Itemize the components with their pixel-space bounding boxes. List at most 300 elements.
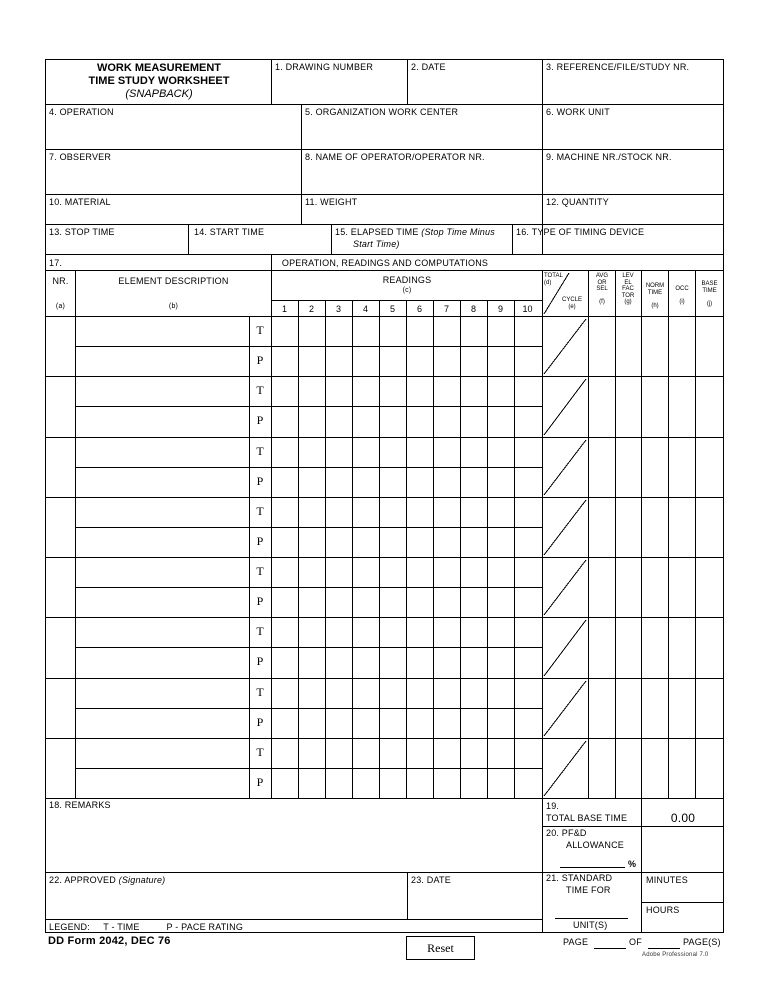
reading-cell[interactable] (327, 322, 350, 340)
reading-cell[interactable] (327, 473, 350, 491)
computed-cell[interactable] (670, 517, 693, 535)
reading-cell[interactable] (273, 503, 296, 521)
drawing-number-label: 1. DRAWING NUMBER (275, 62, 374, 72)
reading-cell[interactable] (300, 714, 323, 732)
reading-cell[interactable] (462, 653, 485, 671)
computed-cell[interactable] (670, 457, 693, 475)
of-label: OF (629, 937, 642, 947)
reading-cell[interactable] (408, 443, 431, 461)
reading-cell[interactable] (435, 503, 458, 521)
reading-cell[interactable] (300, 533, 323, 551)
reading-cell[interactable] (327, 593, 350, 611)
reading-cell[interactable] (489, 744, 512, 762)
reading-cell[interactable] (381, 382, 404, 400)
reading-cell[interactable] (462, 623, 485, 641)
reading-cell[interactable] (327, 684, 350, 702)
reading-cell[interactable] (462, 593, 485, 611)
element-description-field[interactable] (78, 533, 246, 551)
reading-col-6: 6 (416, 304, 422, 314)
computed-cell[interactable] (697, 637, 722, 655)
start-time-label: 14. START TIME (194, 227, 265, 237)
reading-cell[interactable] (516, 684, 539, 702)
computed-cell[interactable] (697, 698, 722, 716)
reading-cell[interactable] (300, 623, 323, 641)
reading-cell[interactable] (354, 382, 377, 400)
computed-cell[interactable] (617, 396, 639, 414)
reading-cell[interactable] (435, 382, 458, 400)
reading-cell[interactable] (381, 352, 404, 370)
reading-cell[interactable] (354, 503, 377, 521)
reading-cell[interactable] (408, 563, 431, 581)
computed-cell[interactable] (643, 457, 666, 475)
hours-label: HOURS (646, 905, 680, 915)
element-nr-field[interactable] (47, 336, 73, 354)
standard-time-label-2: TIME FOR (566, 885, 611, 895)
reading-cell[interactable] (327, 443, 350, 461)
reading-cell[interactable] (489, 503, 512, 521)
element-description-field[interactable] (78, 322, 246, 340)
reading-cell[interactable] (381, 744, 404, 762)
reading-cell[interactable] (381, 443, 404, 461)
date-label: 2. DATE (411, 62, 446, 72)
reading-cell[interactable] (462, 473, 485, 491)
computed-cell[interactable] (617, 698, 639, 716)
reading-cell[interactable] (381, 563, 404, 581)
reading-cell[interactable] (516, 533, 539, 551)
reading-cell[interactable] (489, 322, 512, 340)
row-marker-t: T (256, 624, 264, 639)
form-title-line3: (SNAPBACK) (125, 88, 193, 100)
reading-cell[interactable] (300, 684, 323, 702)
reading-cell[interactable] (462, 714, 485, 732)
section-17-number: 17. (49, 258, 63, 268)
reading-cell[interactable] (516, 443, 539, 461)
reading-cell[interactable] (408, 533, 431, 551)
reading-cell[interactable] (381, 623, 404, 641)
reading-cell[interactable] (354, 322, 377, 340)
reading-cell[interactable] (408, 714, 431, 732)
reading-cell[interactable] (516, 412, 539, 430)
row-marker-p: P (256, 594, 264, 609)
unit-label: UNIT(S) (573, 920, 608, 930)
reading-cell[interactable] (489, 774, 512, 792)
reading-cell[interactable] (300, 744, 323, 762)
row-marker-p: P (256, 353, 264, 368)
element-description-field[interactable] (78, 684, 246, 702)
reading-cell[interactable] (489, 473, 512, 491)
reading-cell[interactable] (435, 412, 458, 430)
reading-cell[interactable] (354, 593, 377, 611)
reading-cell[interactable] (327, 563, 350, 581)
standard-time-unit-field[interactable] (555, 904, 627, 918)
reading-cell[interactable] (435, 653, 458, 671)
computed-cell[interactable] (590, 517, 613, 535)
reading-cell[interactable] (354, 684, 377, 702)
computed-cell[interactable] (617, 758, 639, 776)
col-nr-sub: (a) (55, 303, 66, 310)
reading-cell[interactable] (300, 774, 323, 792)
reading-cell[interactable] (300, 322, 323, 340)
cycle-diagonal (544, 440, 586, 495)
reading-cell[interactable] (327, 412, 350, 430)
reading-cell[interactable] (408, 352, 431, 370)
reading-cell[interactable] (273, 533, 296, 551)
row-marker-t: T (256, 564, 264, 578)
reading-cell[interactable] (516, 563, 539, 581)
pfd-allowance-field[interactable] (560, 854, 624, 867)
reading-cell[interactable] (327, 744, 350, 762)
reading-cell[interactable] (327, 503, 350, 521)
computed-cell[interactable] (590, 758, 613, 776)
reading-cell[interactable] (516, 593, 539, 611)
row-marker-t: T (256, 684, 264, 699)
cycle-diagonal (544, 500, 586, 555)
reading-cell[interactable] (273, 744, 296, 762)
reading-cell[interactable] (408, 412, 431, 430)
computed-cell[interactable] (590, 698, 613, 716)
reading-cell[interactable] (462, 533, 485, 551)
element-nr-field[interactable] (47, 457, 73, 475)
row-marker-t: T (256, 323, 264, 337)
reading-cell[interactable] (435, 473, 458, 491)
reading-cell[interactable] (300, 593, 323, 611)
reading-col-4: 4 (362, 304, 368, 314)
reading-cell[interactable] (300, 473, 323, 491)
reading-cell[interactable] (489, 382, 512, 400)
computed-cell[interactable] (643, 336, 666, 354)
reading-cell[interactable] (408, 593, 431, 611)
reading-cell[interactable] (327, 714, 350, 732)
reading-cell[interactable] (273, 774, 296, 792)
reading-col-3: 3 (335, 304, 341, 314)
reading-cell[interactable] (273, 352, 296, 370)
reading-col-9: 9 (497, 304, 503, 314)
reading-cell[interactable] (435, 443, 458, 461)
col-desc-sub: (b) (168, 303, 179, 310)
reading-cell[interactable] (381, 653, 404, 671)
computed-cell[interactable] (670, 396, 693, 414)
element-description-field[interactable] (78, 593, 246, 611)
reading-cell[interactable] (489, 533, 512, 551)
reading-cell[interactable] (462, 503, 485, 521)
computed-cell[interactable] (697, 758, 722, 776)
reading-cell[interactable] (381, 593, 404, 611)
machine-nr-label: 9. MACHINE NR./STOCK NR. (546, 152, 672, 162)
reading-cell[interactable] (273, 322, 296, 340)
pfd-percent-sign: % (628, 859, 637, 869)
element-description-field[interactable] (78, 352, 246, 370)
producer-note: Adobe Professional 7.0 (642, 952, 709, 958)
reading-cell[interactable] (354, 352, 377, 370)
computed-cell[interactable] (590, 336, 613, 354)
reading-cell[interactable] (273, 382, 296, 400)
reading-cell[interactable] (354, 533, 377, 551)
reading-cell[interactable] (300, 563, 323, 581)
reading-cell[interactable] (435, 533, 458, 551)
col-avg-header: AVG OR SEL (f) (595, 273, 609, 305)
total-base-time-value: 0.00 (670, 811, 696, 825)
computed-cell[interactable] (643, 637, 666, 655)
row-marker-t: T (256, 503, 264, 518)
computed-cell[interactable] (643, 517, 666, 535)
approval-date-field[interactable] (412, 890, 539, 908)
cycle-diagonal (544, 379, 586, 435)
minutes-field[interactable] (646, 887, 721, 901)
computed-cell[interactable] (643, 698, 666, 716)
page-number-field[interactable] (594, 936, 626, 948)
computed-cell[interactable] (697, 336, 722, 354)
reading-cell[interactable] (408, 744, 431, 762)
reading-cell[interactable] (435, 774, 458, 792)
form-title-line2: TIME STUDY WORKSHEET (88, 75, 230, 87)
element-description-field[interactable] (78, 774, 246, 792)
reading-cell[interactable] (300, 352, 323, 370)
reading-cell[interactable] (354, 473, 377, 491)
reading-cell[interactable] (381, 533, 404, 551)
element-nr-field[interactable] (47, 577, 73, 595)
computed-cell[interactable] (617, 336, 639, 354)
reading-cell[interactable] (300, 653, 323, 671)
element-description-field[interactable] (78, 443, 246, 461)
element-nr-field[interactable] (47, 698, 73, 716)
reading-cell[interactable] (273, 412, 296, 430)
reading-cell[interactable] (516, 322, 539, 340)
total-cycle-divider (544, 273, 569, 314)
element-description-field[interactable] (78, 623, 246, 641)
legend: LEGEND: T - TIME P - PACE RATING (49, 922, 244, 932)
col-level-header: LEV EL FAC TOR (g) (621, 273, 635, 305)
reading-cell[interactable] (489, 593, 512, 611)
computed-cell[interactable] (617, 637, 639, 655)
reading-cell[interactable] (381, 412, 404, 430)
reading-cell[interactable] (489, 412, 512, 430)
reading-cell[interactable] (354, 443, 377, 461)
computed-cell[interactable] (670, 577, 693, 595)
reading-cell[interactable] (435, 714, 458, 732)
reading-cell[interactable] (462, 382, 485, 400)
reading-cell[interactable] (408, 774, 431, 792)
reading-cell[interactable] (462, 744, 485, 762)
reading-cell[interactable] (516, 503, 539, 521)
reading-cell[interactable] (354, 714, 377, 732)
cycle-diagonal (544, 319, 586, 374)
form-id: DD Form 2042, DEC 76 (48, 935, 171, 947)
reading-cell[interactable] (462, 322, 485, 340)
col-base-header: BASE TIME (j) (701, 281, 718, 307)
reading-cell[interactable] (273, 563, 296, 581)
reading-cell[interactable] (435, 623, 458, 641)
reading-cell[interactable] (354, 623, 377, 641)
stop-time-label: 13. STOP TIME (49, 227, 115, 237)
minutes-label: MINUTES (646, 875, 688, 885)
computed-cell[interactable] (697, 457, 722, 475)
reading-cell[interactable] (327, 623, 350, 641)
reading-cell[interactable] (435, 352, 458, 370)
reading-cell[interactable] (516, 623, 539, 641)
approved-label: 22. APPROVED (Signature) (49, 875, 166, 885)
element-nr-field[interactable] (47, 517, 73, 535)
reading-cell[interactable] (273, 653, 296, 671)
computed-cell[interactable] (643, 577, 666, 595)
weight-label: 11. WEIGHT (305, 197, 358, 207)
reading-cell[interactable] (516, 473, 539, 491)
computed-cell[interactable] (590, 577, 613, 595)
operation-label: 4. OPERATION (49, 107, 114, 117)
element-description-field[interactable] (78, 503, 246, 521)
element-description-field[interactable] (78, 473, 246, 491)
row-marker-p: P (256, 533, 264, 548)
reading-cell[interactable] (489, 684, 512, 702)
computed-cell[interactable] (670, 336, 693, 354)
row-marker-p: P (256, 654, 264, 669)
reading-cell[interactable] (327, 653, 350, 671)
reading-cell[interactable] (489, 443, 512, 461)
reading-cell[interactable] (273, 443, 296, 461)
reading-cell[interactable] (327, 382, 350, 400)
computed-cell[interactable] (697, 517, 722, 535)
reading-cell[interactable] (273, 473, 296, 491)
reading-cell[interactable] (516, 352, 539, 370)
reading-cell[interactable] (300, 503, 323, 521)
reading-cell[interactable] (408, 382, 431, 400)
reading-cell[interactable] (435, 322, 458, 340)
reading-cell[interactable] (354, 653, 377, 671)
element-description-field[interactable] (78, 744, 246, 762)
computed-cell[interactable] (617, 517, 639, 535)
reading-cell[interactable] (300, 412, 323, 430)
reading-cell[interactable] (435, 744, 458, 762)
reading-cell[interactable] (354, 412, 377, 430)
computed-cell[interactable] (590, 637, 613, 655)
element-description-field[interactable] (78, 382, 246, 400)
computed-cell[interactable] (590, 457, 613, 475)
reading-cell[interactable] (381, 503, 404, 521)
reading-cell[interactable] (435, 593, 458, 611)
element-nr-field[interactable] (47, 396, 73, 414)
reading-cell[interactable] (381, 714, 404, 732)
page-total-field[interactable] (648, 936, 680, 948)
reading-cell[interactable] (300, 382, 323, 400)
approval-date-label: 23. DATE (411, 875, 451, 885)
reading-cell[interactable] (516, 653, 539, 671)
element-description-field[interactable] (78, 412, 246, 430)
reading-cell[interactable] (354, 744, 377, 762)
col-total-header: TOTAL (d) (544, 273, 563, 286)
reading-cell[interactable] (435, 684, 458, 702)
reading-cell[interactable] (435, 563, 458, 581)
reading-col-5: 5 (389, 304, 395, 314)
computed-cell[interactable] (697, 577, 722, 595)
element-nr-field[interactable] (47, 637, 73, 655)
element-nr-field[interactable] (47, 758, 73, 776)
computed-cell[interactable] (590, 396, 613, 414)
reading-cell[interactable] (354, 774, 377, 792)
cycle-diagonal (544, 681, 586, 736)
reading-cell[interactable] (489, 653, 512, 671)
computed-cell[interactable] (670, 637, 693, 655)
reading-cell[interactable] (408, 503, 431, 521)
observer-label: 7. OBSERVER (49, 152, 112, 162)
reading-cell[interactable] (462, 352, 485, 370)
reading-cell[interactable] (408, 473, 431, 491)
col-readings-sub: (c) (402, 287, 412, 294)
reading-cell[interactable] (462, 563, 485, 581)
reading-cell[interactable] (408, 322, 431, 340)
reading-cell[interactable] (462, 412, 485, 430)
row-marker-t: T (256, 744, 264, 759)
reading-cell[interactable] (273, 593, 296, 611)
pages-label: PAGE(S) (683, 937, 721, 947)
reading-cell[interactable] (381, 774, 404, 792)
reading-cell[interactable] (408, 653, 431, 671)
reading-cell[interactable] (408, 684, 431, 702)
reading-cell[interactable] (489, 714, 512, 732)
computed-cell[interactable] (617, 457, 639, 475)
computed-cell[interactable] (670, 758, 693, 776)
reading-cell[interactable] (273, 623, 296, 641)
reading-cell[interactable] (462, 684, 485, 702)
reading-cell[interactable] (327, 774, 350, 792)
reading-cell[interactable] (489, 563, 512, 581)
reading-cell[interactable] (516, 774, 539, 792)
page-label: PAGE (563, 937, 589, 947)
reading-cell[interactable] (516, 714, 539, 732)
reading-cell[interactable] (516, 744, 539, 762)
elapsed-time-label-cont: Start Time) (353, 239, 400, 249)
reset-button[interactable]: Reset (406, 936, 475, 960)
element-description-field[interactable] (78, 563, 246, 581)
row-marker-p: P (256, 714, 264, 729)
reading-cell[interactable] (408, 623, 431, 641)
computed-cell[interactable] (643, 758, 666, 776)
cycle-diagonal (544, 560, 586, 615)
computed-cell[interactable] (697, 396, 722, 414)
row-marker-t: T (256, 383, 264, 398)
reading-cell[interactable] (354, 563, 377, 581)
reading-cell[interactable] (300, 443, 323, 461)
computed-cell[interactable] (617, 577, 639, 595)
pfd-allowance-label: 20. PF&D (546, 828, 587, 838)
reading-cell[interactable] (462, 443, 485, 461)
reading-cell[interactable] (273, 714, 296, 732)
computed-cell[interactable] (643, 396, 666, 414)
material-label: 10. MATERIAL (49, 197, 111, 207)
reading-cell[interactable] (273, 684, 296, 702)
cycle-diagonal (544, 620, 586, 676)
reading-cell[interactable] (516, 382, 539, 400)
reading-cell[interactable] (381, 322, 404, 340)
remarks-field[interactable] (50, 812, 538, 870)
reading-cell[interactable] (381, 684, 404, 702)
element-description-field[interactable] (78, 653, 246, 671)
reading-cell[interactable] (327, 533, 350, 551)
col-readings-header: READINGS (382, 275, 432, 285)
reading-cell[interactable] (489, 352, 512, 370)
form-title-line1: WORK MEASUREMENT (96, 62, 222, 74)
elapsed-time-label: 15. ELAPSED TIME (Stop Time Minus (335, 227, 495, 237)
reading-cell[interactable] (462, 774, 485, 792)
col-cycle-header: CYCLE (e) (562, 297, 583, 310)
hours-field[interactable] (646, 917, 721, 931)
reading-cell[interactable] (327, 352, 350, 370)
total-base-time-label: TOTAL BASE TIME (546, 813, 628, 823)
col-occ-header: OCC (i) (675, 286, 689, 305)
element-description-field[interactable] (78, 714, 246, 732)
reading-cell[interactable] (381, 473, 404, 491)
remarks-label: 18. REMARKS (49, 800, 111, 810)
reading-cell[interactable] (489, 623, 512, 641)
computed-cell[interactable] (670, 698, 693, 716)
